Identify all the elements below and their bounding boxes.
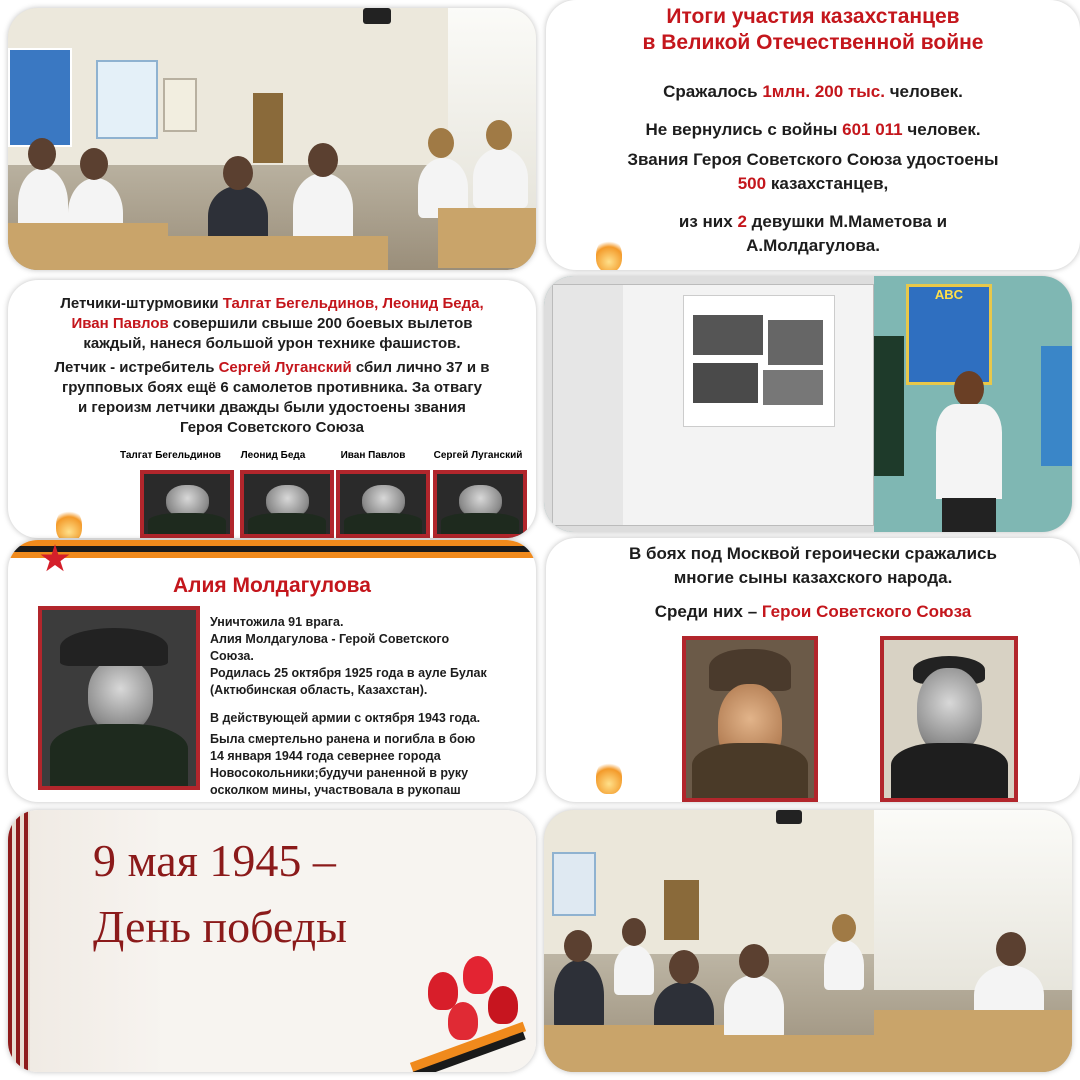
student-head [308, 143, 338, 177]
pilots-paragraph-1: Летчики-штурмовики Талгат Бегельдинов, Леонид Беда, Иван Павлов совершили свыше 200 боевых вылетов каждый, нанеся большой урон технике фашистов. [60, 295, 484, 352]
student-head [28, 138, 56, 170]
desk [874, 1010, 1072, 1072]
student [614, 945, 654, 995]
student-head [669, 950, 699, 984]
decorative-stripes [8, 810, 30, 1072]
moscow-text: В боях под Москвой героически сражались многие сыны казахского народа. Среди них – Герои Советского Союза [629, 544, 997, 621]
pilots-paragraph-2: Летчик - истребитель Сергей Луганский сбил лично 37 и в групповых боях ещё 6 самолетов противника. За отвагу и героизм летчики дважды были удостоены звания Героя Советского Союза [54, 359, 490, 436]
classroom-photo-top [8, 8, 536, 270]
cabinet [664, 880, 699, 940]
results-title-line2: в Великой Отечественной войне [642, 31, 984, 54]
desk [168, 236, 388, 270]
eternal-flame-icon [596, 238, 622, 270]
moldagulova-slide [8, 540, 536, 802]
desk [8, 223, 168, 270]
wall-poster [552, 852, 596, 916]
pilot-portrait [336, 470, 430, 538]
moldagulova-bio: Уничтожила 91 врага. Алия Молдагулова - Герой Советского Союза. Родилась 25 октября 1925 года в ауле Булак (Актюбинская область, Казахстан). В действующей армии с октября 1943 года. Была смертельно ранена и погибла в бою 14 января 1944 года севернее города Новосокольники;будучи раненной в руку осколком мины, участвовала в рукопаш [210, 615, 487, 797]
eternal-flame-icon [56, 508, 82, 538]
presenter-skirt [942, 498, 996, 532]
moscow-slide [546, 538, 1080, 802]
student-head [80, 148, 108, 180]
wall-poster [1041, 346, 1072, 466]
wall-poster [96, 60, 158, 139]
presenter-head [954, 371, 984, 407]
projected-slide [552, 284, 874, 526]
student [554, 960, 604, 1030]
projector [363, 8, 391, 24]
abc-label: ABC [934, 287, 964, 302]
presenter [936, 404, 1002, 499]
pilot-caption: Сергей Луганский [433, 450, 523, 461]
heroes-line: Звания Героя Советского Союза удостоены 500 казахстанцев, [627, 150, 999, 193]
pilots-slide [8, 280, 536, 538]
presentation-photo [544, 276, 1072, 532]
pilot-portrait [240, 470, 334, 538]
results-title-line1: Итоги участия казахстанцев [666, 5, 960, 28]
classroom-photo-bottom [544, 810, 1072, 1072]
st-george-ribbon-stripe [8, 552, 536, 558]
pilot-caption: Талгат Бегельдинов [120, 450, 221, 461]
pilot-caption: Иван Павлов [340, 450, 406, 461]
moldagulova-portrait [38, 606, 200, 790]
victory-title: День победы [93, 901, 347, 952]
alphabet-poster [906, 284, 992, 385]
victory-slide [8, 810, 536, 1072]
lost-line: Не вернулись с войны 601 011 человек. [645, 120, 981, 139]
pilot-caption: Леонид Беда [240, 450, 306, 461]
student-head [996, 932, 1026, 966]
student-head [832, 914, 856, 942]
pilot-portrait [140, 470, 234, 538]
projector [776, 810, 802, 824]
eternal-flame-icon [596, 760, 622, 794]
student [824, 940, 864, 990]
student-head [739, 944, 769, 978]
desk [544, 1025, 724, 1072]
wall-poster [163, 78, 197, 132]
student [293, 173, 353, 243]
student-head [223, 156, 253, 190]
tulips-bouquet [408, 952, 528, 1072]
victory-date: 9 мая 1945 – [93, 835, 336, 886]
hero-portrait [880, 636, 1018, 802]
results-slide [546, 0, 1080, 270]
student-head [564, 930, 592, 962]
moldagulova-title: Алия Молдагулова [172, 574, 371, 597]
hero-portrait [682, 636, 818, 802]
girls-line: из них 2 девушки М.Маметова и А.Молдагулова. [678, 212, 948, 255]
fought-line: Сражалось 1млн. 200 тыс. человек. [663, 82, 963, 101]
window-curtains [874, 810, 1072, 990]
student-head [622, 918, 646, 946]
desk [724, 1035, 874, 1072]
pilot-portrait [433, 470, 527, 538]
student [473, 148, 528, 208]
desk [438, 208, 536, 268]
student [724, 975, 784, 1040]
chalkboard [874, 336, 904, 476]
student-head [428, 128, 454, 158]
student-head [486, 120, 512, 150]
cabinet [253, 93, 283, 163]
periodic-table-poster [8, 48, 72, 147]
